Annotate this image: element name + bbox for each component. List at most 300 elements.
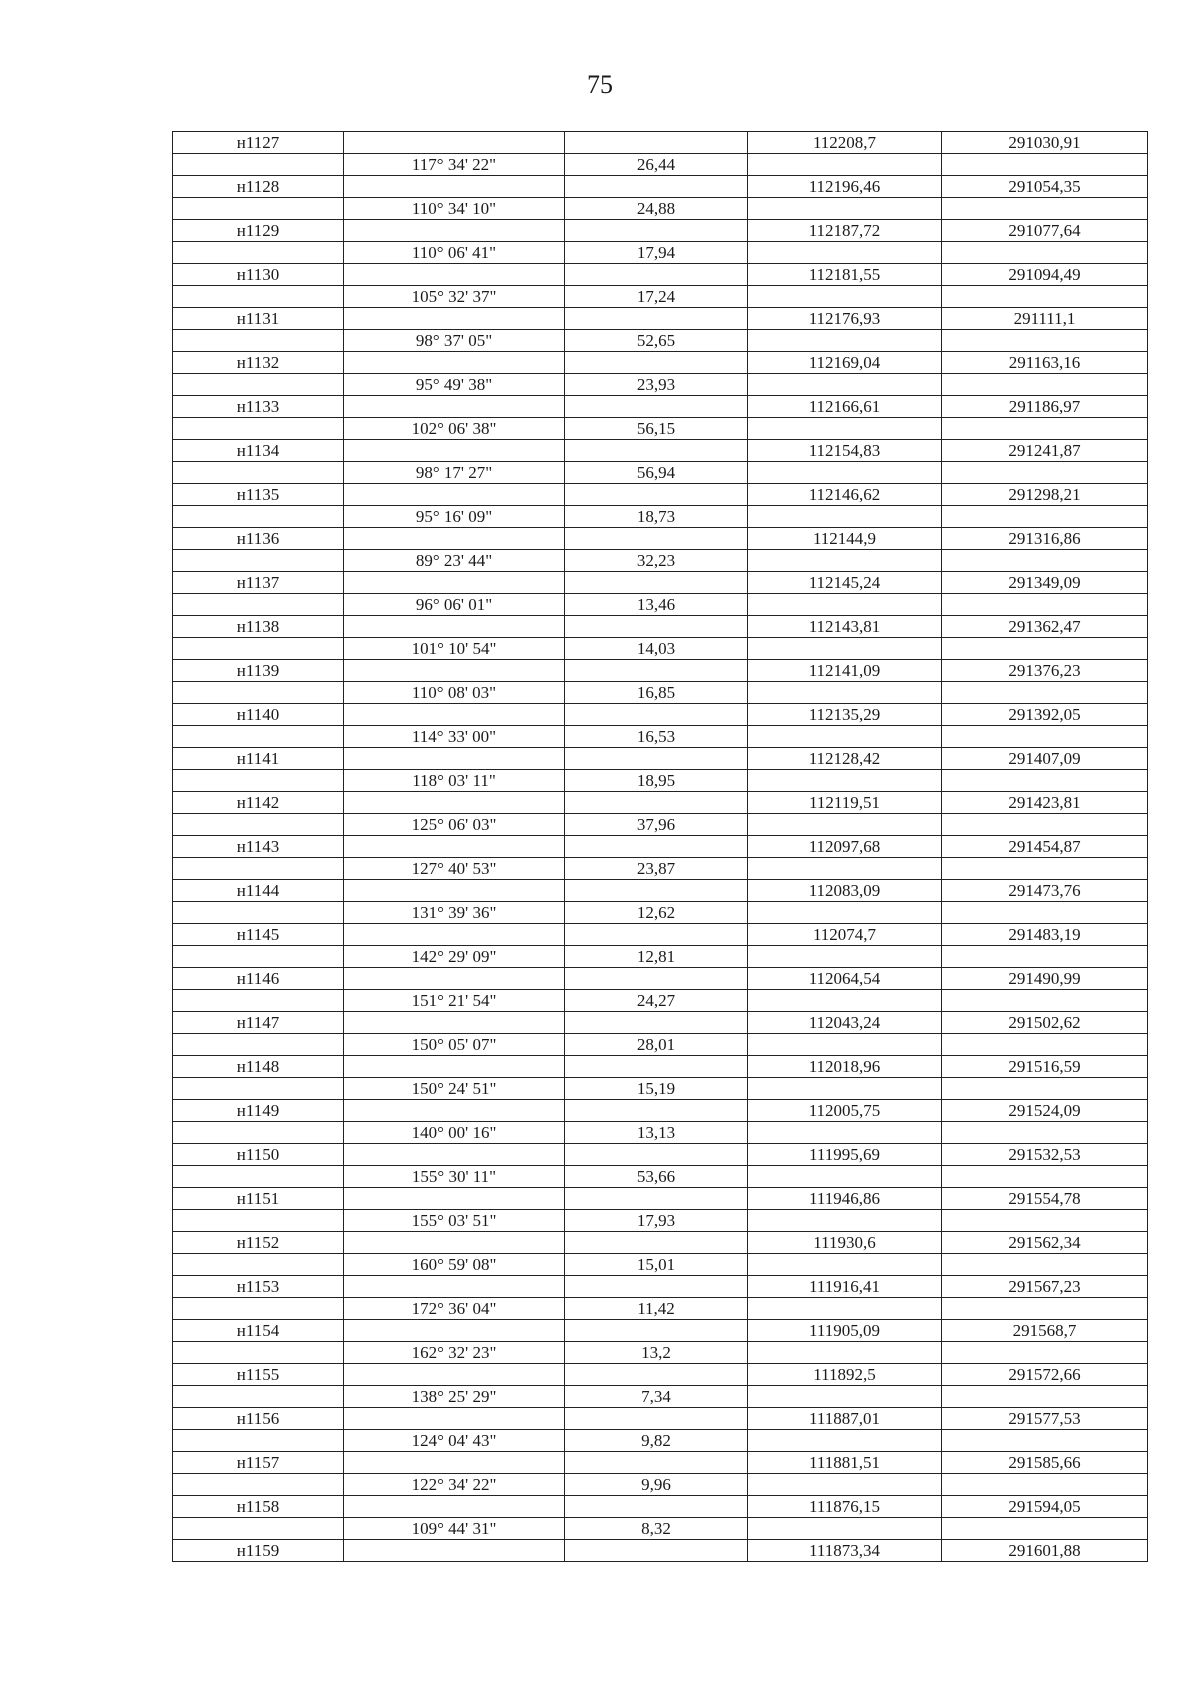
angle-cell: 127° 40' 53"	[344, 858, 565, 880]
empty-angle-cell	[344, 528, 565, 550]
empty-y-cell	[942, 1518, 1148, 1540]
empty-distance-cell	[565, 1276, 748, 1298]
y-coordinate-cell: 291483,19	[942, 924, 1148, 946]
empty-y-cell	[942, 814, 1148, 836]
x-coordinate-cell: 112196,46	[748, 176, 942, 198]
empty-y-cell	[942, 374, 1148, 396]
segment-row	[173, 1386, 1148, 1408]
point-row	[173, 264, 1148, 286]
angle-cell: 172° 36' 04"	[344, 1298, 565, 1320]
segment-row	[173, 1210, 1148, 1232]
y-coordinate-cell: 291601,88	[942, 1540, 1148, 1562]
angle-cell: 151° 21' 54"	[344, 990, 565, 1012]
x-coordinate-cell: 111916,41	[748, 1276, 942, 1298]
empty-distance-cell	[565, 440, 748, 462]
empty-y-cell	[942, 242, 1148, 264]
empty-x-cell	[748, 286, 942, 308]
empty-point-cell	[173, 374, 344, 396]
empty-angle-cell	[344, 924, 565, 946]
y-coordinate-cell: 291349,09	[942, 572, 1148, 594]
empty-distance-cell	[565, 1364, 748, 1386]
point-name-cell: н1128	[173, 176, 344, 198]
empty-distance-cell	[565, 1408, 748, 1430]
empty-point-cell	[173, 1342, 344, 1364]
point-name-cell: н1139	[173, 660, 344, 682]
angle-cell: 110° 08' 03"	[344, 682, 565, 704]
point-row	[173, 704, 1148, 726]
segment-row	[173, 858, 1148, 880]
empty-distance-cell	[565, 1056, 748, 1078]
empty-point-cell	[173, 198, 344, 220]
point-name-cell: н1129	[173, 220, 344, 242]
y-coordinate-cell: 291298,21	[942, 484, 1148, 506]
angle-cell: 98° 17' 27"	[344, 462, 565, 484]
y-coordinate-cell: 291111,1	[942, 308, 1148, 330]
angle-cell: 160° 59' 08"	[344, 1254, 565, 1276]
point-row	[173, 748, 1148, 770]
segment-row	[173, 1518, 1148, 1540]
point-name-cell: н1131	[173, 308, 344, 330]
x-coordinate-cell: 112128,42	[748, 748, 942, 770]
segment-row	[173, 242, 1148, 264]
angle-cell: 110° 06' 41"	[344, 242, 565, 264]
empty-angle-cell	[344, 748, 565, 770]
x-coordinate-cell: 111876,15	[748, 1496, 942, 1518]
empty-angle-cell	[344, 1276, 565, 1298]
point-name-cell: н1156	[173, 1408, 344, 1430]
distance-cell: 56,94	[565, 462, 748, 484]
empty-point-cell	[173, 1430, 344, 1452]
segment-row	[173, 638, 1148, 660]
empty-x-cell	[748, 1254, 942, 1276]
y-coordinate-cell: 291490,99	[942, 968, 1148, 990]
point-name-cell: н1154	[173, 1320, 344, 1342]
empty-angle-cell	[344, 1232, 565, 1254]
y-coordinate-cell: 291572,66	[942, 1364, 1148, 1386]
x-coordinate-cell: 112043,24	[748, 1012, 942, 1034]
segment-row	[173, 1078, 1148, 1100]
y-coordinate-cell: 291567,23	[942, 1276, 1148, 1298]
segment-row	[173, 1166, 1148, 1188]
segment-row	[173, 374, 1148, 396]
empty-y-cell	[942, 770, 1148, 792]
segment-row	[173, 286, 1148, 308]
empty-angle-cell	[344, 704, 565, 726]
empty-point-cell	[173, 902, 344, 924]
empty-angle-cell	[344, 572, 565, 594]
x-coordinate-cell: 111905,09	[748, 1320, 942, 1342]
point-row	[173, 1056, 1148, 1078]
empty-x-cell	[748, 242, 942, 264]
empty-point-cell	[173, 594, 344, 616]
empty-x-cell	[748, 1078, 942, 1100]
empty-y-cell	[942, 1166, 1148, 1188]
point-row	[173, 1320, 1148, 1342]
empty-angle-cell	[344, 352, 565, 374]
empty-y-cell	[942, 1474, 1148, 1496]
empty-x-cell	[748, 990, 942, 1012]
distance-cell: 17,94	[565, 242, 748, 264]
y-coordinate-cell: 291577,53	[942, 1408, 1148, 1430]
distance-cell: 52,65	[565, 330, 748, 352]
x-coordinate-cell: 112145,24	[748, 572, 942, 594]
empty-point-cell	[173, 1078, 344, 1100]
empty-point-cell	[173, 550, 344, 572]
angle-cell: 117° 34' 22"	[344, 154, 565, 176]
y-coordinate-cell: 291030,91	[942, 132, 1148, 154]
angle-cell: 140° 00' 16"	[344, 1122, 565, 1144]
distance-cell: 23,87	[565, 858, 748, 880]
y-coordinate-cell: 291585,66	[942, 1452, 1148, 1474]
point-row	[173, 528, 1148, 550]
empty-angle-cell	[344, 1364, 565, 1386]
empty-angle-cell	[344, 660, 565, 682]
y-coordinate-cell: 291454,87	[942, 836, 1148, 858]
distance-cell: 12,62	[565, 902, 748, 924]
empty-y-cell	[942, 330, 1148, 352]
segment-row	[173, 1342, 1148, 1364]
empty-point-cell	[173, 1122, 344, 1144]
x-coordinate-cell: 112154,83	[748, 440, 942, 462]
angle-cell: 138° 25' 29"	[344, 1386, 565, 1408]
distance-cell: 17,93	[565, 1210, 748, 1232]
angle-cell: 142° 29' 09"	[344, 946, 565, 968]
point-name-cell: н1155	[173, 1364, 344, 1386]
empty-y-cell	[942, 1034, 1148, 1056]
empty-y-cell	[942, 286, 1148, 308]
distance-cell: 15,01	[565, 1254, 748, 1276]
point-row	[173, 1408, 1148, 1430]
y-coordinate-cell: 291524,09	[942, 1100, 1148, 1122]
y-coordinate-cell: 291423,81	[942, 792, 1148, 814]
distance-cell: 18,95	[565, 770, 748, 792]
point-row	[173, 1012, 1148, 1034]
point-row	[173, 220, 1148, 242]
x-coordinate-cell: 112119,51	[748, 792, 942, 814]
x-coordinate-cell: 111892,5	[748, 1364, 942, 1386]
point-name-cell: н1138	[173, 616, 344, 638]
point-name-cell: н1158	[173, 1496, 344, 1518]
empty-angle-cell	[344, 1188, 565, 1210]
x-coordinate-cell: 112141,09	[748, 660, 942, 682]
point-row	[173, 440, 1148, 462]
segment-row	[173, 990, 1148, 1012]
angle-cell: 155° 30' 11"	[344, 1166, 565, 1188]
empty-x-cell	[748, 374, 942, 396]
point-name-cell: н1144	[173, 880, 344, 902]
distance-cell: 26,44	[565, 154, 748, 176]
empty-y-cell	[942, 682, 1148, 704]
x-coordinate-cell: 112169,04	[748, 352, 942, 374]
y-coordinate-cell: 291376,23	[942, 660, 1148, 682]
empty-y-cell	[942, 638, 1148, 660]
point-name-cell: н1152	[173, 1232, 344, 1254]
empty-angle-cell	[344, 440, 565, 462]
empty-x-cell	[748, 638, 942, 660]
empty-y-cell	[942, 198, 1148, 220]
point-row	[173, 1188, 1148, 1210]
x-coordinate-cell: 112176,93	[748, 308, 942, 330]
y-coordinate-cell: 291054,35	[942, 176, 1148, 198]
point-row	[173, 1232, 1148, 1254]
empty-angle-cell	[344, 1496, 565, 1518]
empty-y-cell	[942, 902, 1148, 924]
point-name-cell: н1133	[173, 396, 344, 418]
x-coordinate-cell: 112144,9	[748, 528, 942, 550]
empty-y-cell	[942, 726, 1148, 748]
point-row	[173, 836, 1148, 858]
empty-y-cell	[942, 506, 1148, 528]
y-coordinate-cell: 291186,97	[942, 396, 1148, 418]
empty-point-cell	[173, 770, 344, 792]
empty-y-cell	[942, 1386, 1148, 1408]
empty-distance-cell	[565, 880, 748, 902]
empty-x-cell	[748, 1474, 942, 1496]
point-name-cell: н1147	[173, 1012, 344, 1034]
point-row	[173, 132, 1148, 154]
distance-cell: 12,81	[565, 946, 748, 968]
empty-distance-cell	[565, 528, 748, 550]
point-name-cell: н1157	[173, 1452, 344, 1474]
angle-cell: 122° 34' 22"	[344, 1474, 565, 1496]
x-coordinate-cell: 112083,09	[748, 880, 942, 902]
empty-x-cell	[748, 330, 942, 352]
x-coordinate-cell: 112146,62	[748, 484, 942, 506]
point-name-cell: н1136	[173, 528, 344, 550]
angle-cell: 150° 24' 51"	[344, 1078, 565, 1100]
point-name-cell: н1127	[173, 132, 344, 154]
empty-distance-cell	[565, 1496, 748, 1518]
empty-angle-cell	[344, 616, 565, 638]
empty-point-cell	[173, 814, 344, 836]
empty-y-cell	[942, 1342, 1148, 1364]
point-row	[173, 792, 1148, 814]
empty-point-cell	[173, 1518, 344, 1540]
empty-distance-cell	[565, 616, 748, 638]
segment-row	[173, 462, 1148, 484]
distance-cell: 7,34	[565, 1386, 748, 1408]
y-coordinate-cell: 291077,64	[942, 220, 1148, 242]
empty-point-cell	[173, 1474, 344, 1496]
empty-x-cell	[748, 1298, 942, 1320]
empty-angle-cell	[344, 968, 565, 990]
segment-row	[173, 594, 1148, 616]
distance-cell: 28,01	[565, 1034, 748, 1056]
angle-cell: 114° 33' 00"	[344, 726, 565, 748]
segment-row	[173, 418, 1148, 440]
empty-distance-cell	[565, 132, 748, 154]
segment-row	[173, 682, 1148, 704]
empty-angle-cell	[344, 1100, 565, 1122]
distance-cell: 15,19	[565, 1078, 748, 1100]
distance-cell: 11,42	[565, 1298, 748, 1320]
empty-angle-cell	[344, 220, 565, 242]
y-coordinate-cell: 291392,05	[942, 704, 1148, 726]
segment-row	[173, 814, 1148, 836]
point-name-cell: н1150	[173, 1144, 344, 1166]
empty-distance-cell	[565, 748, 748, 770]
empty-point-cell	[173, 1254, 344, 1276]
empty-angle-cell	[344, 484, 565, 506]
empty-y-cell	[942, 154, 1148, 176]
empty-angle-cell	[344, 1452, 565, 1474]
y-coordinate-cell: 291241,87	[942, 440, 1148, 462]
point-name-cell: н1134	[173, 440, 344, 462]
empty-angle-cell	[344, 308, 565, 330]
point-name-cell: н1142	[173, 792, 344, 814]
empty-y-cell	[942, 1122, 1148, 1144]
coordinates-table-body	[173, 132, 1148, 1562]
x-coordinate-cell: 111887,01	[748, 1408, 942, 1430]
empty-x-cell	[748, 462, 942, 484]
empty-distance-cell	[565, 308, 748, 330]
segment-row	[173, 1474, 1148, 1496]
y-coordinate-cell: 291362,47	[942, 616, 1148, 638]
point-name-cell: н1130	[173, 264, 344, 286]
point-name-cell: н1137	[173, 572, 344, 594]
x-coordinate-cell: 112064,54	[748, 968, 942, 990]
empty-x-cell	[748, 1430, 942, 1452]
angle-cell: 110° 34' 10"	[344, 198, 565, 220]
point-row	[173, 1276, 1148, 1298]
x-coordinate-cell: 112181,55	[748, 264, 942, 286]
empty-y-cell	[942, 1254, 1148, 1276]
empty-point-cell	[173, 726, 344, 748]
point-name-cell: н1149	[173, 1100, 344, 1122]
empty-distance-cell	[565, 1232, 748, 1254]
segment-row	[173, 946, 1148, 968]
segment-row	[173, 550, 1148, 572]
empty-distance-cell	[565, 1320, 748, 1342]
segment-row	[173, 198, 1148, 220]
x-coordinate-cell: 111995,69	[748, 1144, 942, 1166]
empty-point-cell	[173, 154, 344, 176]
point-row	[173, 484, 1148, 506]
y-coordinate-cell: 291562,34	[942, 1232, 1148, 1254]
y-coordinate-cell: 291473,76	[942, 880, 1148, 902]
empty-distance-cell	[565, 176, 748, 198]
point-row	[173, 176, 1148, 198]
y-coordinate-cell: 291516,59	[942, 1056, 1148, 1078]
distance-cell: 14,03	[565, 638, 748, 660]
empty-angle-cell	[344, 1540, 565, 1562]
empty-x-cell	[748, 1518, 942, 1540]
segment-row	[173, 1122, 1148, 1144]
angle-cell: 162° 32' 23"	[344, 1342, 565, 1364]
y-coordinate-cell: 291502,62	[942, 1012, 1148, 1034]
point-name-cell: н1143	[173, 836, 344, 858]
empty-x-cell	[748, 770, 942, 792]
distance-cell: 13,46	[565, 594, 748, 616]
empty-x-cell	[748, 682, 942, 704]
x-coordinate-cell: 111930,6	[748, 1232, 942, 1254]
empty-y-cell	[942, 1078, 1148, 1100]
angle-cell: 101° 10' 54"	[344, 638, 565, 660]
point-name-cell: н1153	[173, 1276, 344, 1298]
distance-cell: 24,88	[565, 198, 748, 220]
empty-distance-cell	[565, 484, 748, 506]
angle-cell: 125° 06' 03"	[344, 814, 565, 836]
point-name-cell: н1151	[173, 1188, 344, 1210]
empty-angle-cell	[344, 176, 565, 198]
empty-angle-cell	[344, 264, 565, 286]
empty-x-cell	[748, 1386, 942, 1408]
y-coordinate-cell: 291568,7	[942, 1320, 1148, 1342]
empty-x-cell	[748, 154, 942, 176]
distance-cell: 56,15	[565, 418, 748, 440]
point-name-cell: н1148	[173, 1056, 344, 1078]
x-coordinate-cell: 112187,72	[748, 220, 942, 242]
empty-angle-cell	[344, 792, 565, 814]
empty-distance-cell	[565, 264, 748, 286]
empty-angle-cell	[344, 1144, 565, 1166]
page-number: 75	[587, 70, 613, 99]
point-row	[173, 1452, 1148, 1474]
distance-cell: 24,27	[565, 990, 748, 1012]
segment-row	[173, 770, 1148, 792]
angle-cell: 118° 03' 11"	[344, 770, 565, 792]
point-row	[173, 1540, 1148, 1562]
empty-point-cell	[173, 1166, 344, 1188]
point-row	[173, 1100, 1148, 1122]
empty-distance-cell	[565, 792, 748, 814]
empty-x-cell	[748, 1342, 942, 1364]
empty-y-cell	[942, 990, 1148, 1012]
point-name-cell: н1145	[173, 924, 344, 946]
angle-cell: 89° 23' 44"	[344, 550, 565, 572]
angle-cell: 98° 37' 05"	[344, 330, 565, 352]
empty-angle-cell	[344, 396, 565, 418]
x-coordinate-cell: 111873,34	[748, 1540, 942, 1562]
empty-distance-cell	[565, 968, 748, 990]
empty-x-cell	[748, 1122, 942, 1144]
segment-row	[173, 1254, 1148, 1276]
angle-cell: 150° 05' 07"	[344, 1034, 565, 1056]
empty-x-cell	[748, 1166, 942, 1188]
point-row	[173, 352, 1148, 374]
empty-distance-cell	[565, 352, 748, 374]
angle-cell: 155° 03' 51"	[344, 1210, 565, 1232]
empty-x-cell	[748, 506, 942, 528]
empty-point-cell	[173, 418, 344, 440]
empty-point-cell	[173, 946, 344, 968]
angle-cell: 96° 06' 01"	[344, 594, 565, 616]
distance-cell: 18,73	[565, 506, 748, 528]
angle-cell: 131° 39' 36"	[344, 902, 565, 924]
point-row	[173, 572, 1148, 594]
empty-x-cell	[748, 814, 942, 836]
empty-x-cell	[748, 198, 942, 220]
angle-cell: 95° 49' 38"	[344, 374, 565, 396]
empty-y-cell	[942, 858, 1148, 880]
empty-distance-cell	[565, 660, 748, 682]
distance-cell: 8,32	[565, 1518, 748, 1540]
segment-row	[173, 726, 1148, 748]
distance-cell: 53,66	[565, 1166, 748, 1188]
point-row	[173, 616, 1148, 638]
y-coordinate-cell: 291316,86	[942, 528, 1148, 550]
distance-cell: 32,23	[565, 550, 748, 572]
empty-distance-cell	[565, 1540, 748, 1562]
distance-cell: 9,82	[565, 1430, 748, 1452]
coordinates-table	[172, 131, 1148, 1562]
segment-row	[173, 1430, 1148, 1452]
empty-distance-cell	[565, 704, 748, 726]
empty-distance-cell	[565, 1452, 748, 1474]
empty-distance-cell	[565, 1100, 748, 1122]
empty-point-cell	[173, 286, 344, 308]
empty-distance-cell	[565, 396, 748, 418]
